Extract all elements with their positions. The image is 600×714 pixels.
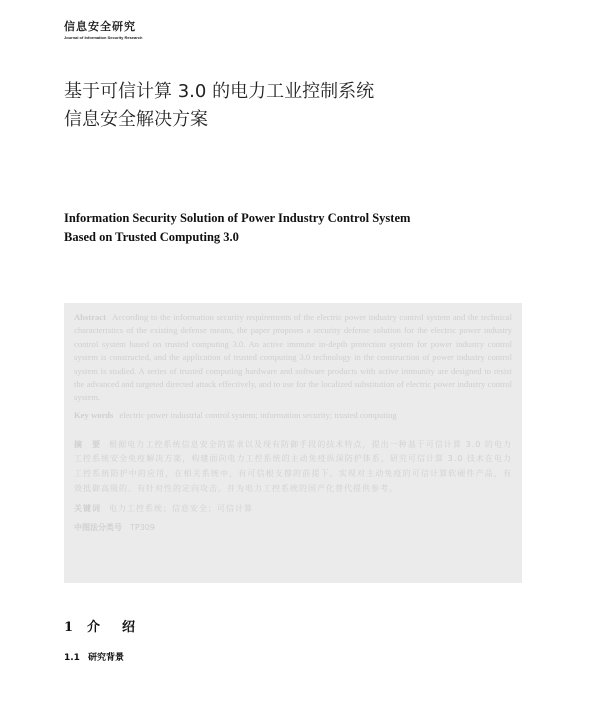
keywords-en-label: Key words	[74, 409, 114, 420]
abstract-en-label: Abstract	[74, 312, 106, 322]
keywords-cn	[74, 502, 512, 516]
section-1-title: 介绍	[87, 620, 158, 635]
title-en-line-2: Based on Trusted Computing 3.0	[64, 230, 239, 244]
title-cn-line-1: 基于可信计算 3.0 的电力工业控制系统	[64, 81, 375, 102]
abstract-cn-label: 摘 要	[74, 439, 102, 449]
keywords-en-text: electric power industrial control system; information security; trusted computing	[119, 409, 397, 420]
abstract-cn-text: 根据电力工控系统信息安全的需求以及现有防御手段的技术特点，提出一种基于可信计算 3.0 的电力工控系统安全免疫解决方案，构建面向电力工控系统的主动免疫纵深防护体系，研究可信计算 3.0 技术在电力工控系统防护中的应用，在相关系统中，有可信根支撑的前提下，实现对主动免疫的可信计算软硬件产品，有效抵御高级的、有针对性的定向攻击，并为电力工控系统的国产化替代提供参考。	[74, 439, 513, 493]
keywords-en	[74, 409, 512, 422]
section-1-heading	[64, 616, 157, 635]
journal-name-en: Journal of Information Security Research	[64, 35, 143, 40]
keywords-cn-label: 关键词	[74, 504, 101, 514]
section-1-1-heading	[64, 650, 124, 663]
classification	[74, 521, 512, 535]
abstract-en	[74, 311, 512, 405]
section-1-1-title: 研究背景	[87, 653, 124, 663]
paper-title-en	[64, 209, 410, 247]
classification-label: 中图法分类号	[74, 523, 122, 533]
journal-header	[64, 18, 142, 40]
journal-name-cn: 信息安全研究	[64, 20, 136, 33]
abstract-en-text: According to the information security requirements of the electric power industry control system and the technical characteristics of the existing defense means, the paper proposes a security defense solution for the electric power industry control system based on trusted computing 3.0. An active immune in-depth protection system for power industry control system is constructed, and the application of trusted computing 3.0 technology in the construction of power industry control system is studied. A series of trusted computing hardware and software products with active immunity are designed to resist the advanced and targeted directed attack effectively, and to use for the localized substitution of electric power industry control system.	[74, 312, 512, 403]
abstract-cn	[74, 438, 512, 496]
title-en-line-1: Information Security Solution of Power Industry Control System	[64, 211, 411, 225]
abstract-box	[64, 303, 522, 583]
keywords-cn-text: 电力工控系统；信息安全；可信计算	[109, 504, 253, 514]
title-cn-line-2: 信息安全解决方案	[64, 109, 208, 130]
paper-title-cn	[64, 78, 374, 134]
section-1-number: 1	[64, 620, 74, 635]
classification-value: TP309	[130, 523, 155, 533]
section-1-1-number: 1.1	[64, 653, 80, 663]
